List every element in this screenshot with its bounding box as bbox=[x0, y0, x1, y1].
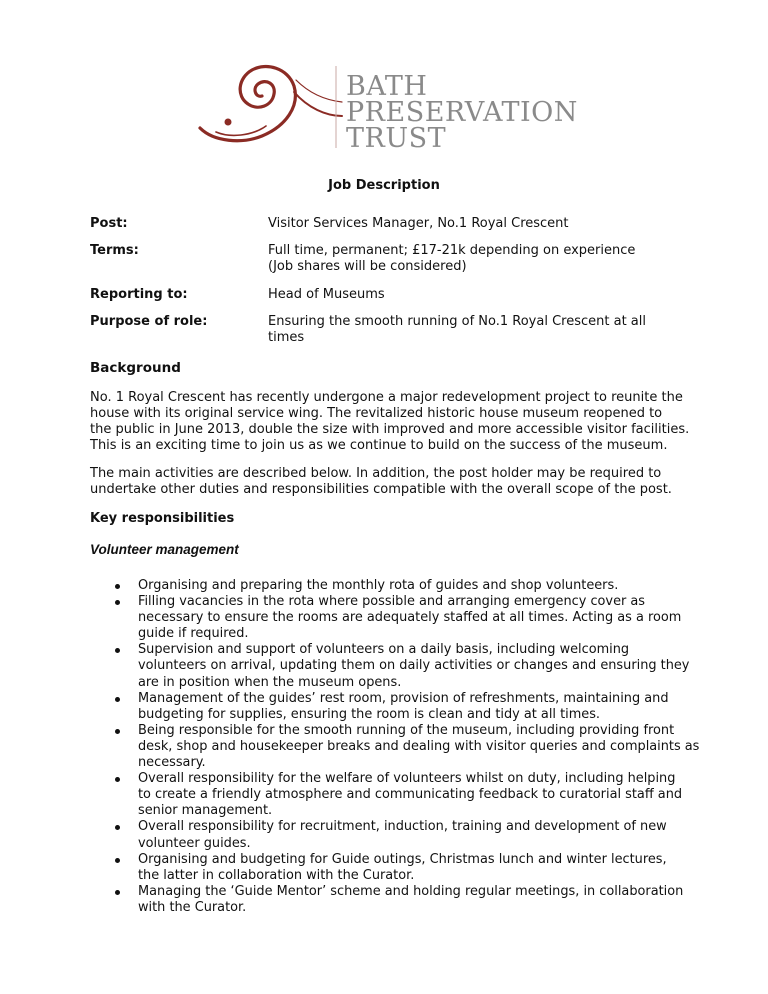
bullet-icon bbox=[115, 648, 120, 653]
terms-label: Terms: bbox=[90, 243, 139, 258]
post-value-line: Visitor Services Manager, No.1 Royal Crescent bbox=[268, 216, 569, 231]
list-item-line: Being responsible for the smooth running of the museum, including providing front bbox=[138, 722, 675, 738]
bullet-icon bbox=[115, 697, 120, 702]
logo-line-3: TRUST bbox=[346, 123, 447, 154]
background-heading: Background bbox=[90, 360, 181, 376]
list-item bbox=[90, 771, 730, 819]
paragraph-line: This is an exciting time to join us as we continue to build on the success of the museum. bbox=[90, 438, 668, 453]
list-item-line: Overall responsibility for the welfare of volunteers whilst on duty, including helping bbox=[138, 771, 676, 787]
responsibilities-list bbox=[90, 578, 730, 916]
bullet-icon bbox=[115, 729, 120, 734]
list-item-line: the latter in collaboration with the Curator. bbox=[138, 867, 415, 883]
list-item bbox=[90, 852, 730, 884]
purpose-value bbox=[268, 314, 688, 346]
purpose-value-line: times bbox=[268, 330, 305, 345]
purpose-label: Purpose of role: bbox=[90, 314, 208, 329]
reporting-label: Reporting to: bbox=[90, 287, 188, 302]
bullet-icon bbox=[115, 600, 120, 605]
list-item-line: volunteers on arrival, updating them on daily activities or changes and ensuring they bbox=[138, 658, 690, 674]
bullet-icon bbox=[115, 858, 120, 863]
list-item-line: Organising and preparing the monthly rota of guides and shop volunteers. bbox=[138, 578, 619, 593]
background-paragraph bbox=[90, 390, 700, 454]
bullet-icon bbox=[115, 584, 120, 589]
list-item-line: Filling vacancies in the rota where possible and arranging emergency cover as bbox=[138, 594, 646, 610]
key-responsibilities-heading: Key responsibilities bbox=[90, 511, 235, 526]
list-item-line: necessary. bbox=[138, 755, 206, 771]
terms-value bbox=[268, 243, 688, 275]
list-item bbox=[90, 723, 730, 771]
list-item-line: guide if required. bbox=[138, 626, 249, 642]
paragraph-line: house with its original service wing. The revitalized historic house museum reopened to bbox=[90, 406, 663, 421]
list-item-line: volunteer guides. bbox=[138, 835, 251, 851]
list-item-line: Management of the guides’ rest room, provision of refreshments, maintaining and bbox=[138, 690, 669, 706]
logo-line-2: PRESERVATION bbox=[346, 97, 578, 128]
list-item bbox=[90, 884, 730, 916]
bullet-icon bbox=[115, 777, 120, 782]
list-item-line: are in position when the museum opens. bbox=[138, 674, 402, 690]
volunteer-management-heading: Volunteer management bbox=[90, 542, 239, 557]
list-item-line: Overall responsibility for recruitment, induction, training and development of new bbox=[138, 819, 667, 835]
terms-value-line: (Job shares will be considered) bbox=[268, 259, 467, 274]
paragraph-line: No. 1 Royal Crescent has recently undergone a major redevelopment project to reunite the bbox=[90, 390, 683, 405]
list-item-line: Supervision and support of volunteers on a daily basis, including welcoming bbox=[138, 642, 630, 658]
list-item bbox=[90, 819, 730, 851]
document-title: Job Description bbox=[328, 178, 440, 193]
reporting-value bbox=[268, 287, 688, 303]
list-item-line: Organising and budgeting for Guide outings, Christmas lunch and winter lectures, bbox=[138, 851, 667, 867]
list-item-line: to create a friendly atmosphere and communicating feedback to curatorial staff and bbox=[138, 787, 683, 803]
list-item-line: senior management. bbox=[138, 803, 273, 819]
logo-wordmark bbox=[346, 71, 578, 154]
list-item bbox=[90, 642, 730, 690]
activities-paragraph bbox=[90, 466, 700, 498]
list-item-line: necessary to ensure the rooms are adequately staffed at all times. Acting as a room bbox=[138, 610, 682, 626]
post-label: Post: bbox=[90, 216, 128, 231]
terms-value-line: Full time, permanent; £17-21k depending on experience bbox=[268, 243, 636, 258]
list-item-line: with the Curator. bbox=[138, 899, 247, 915]
purpose-value-line: Ensuring the smooth running of No.1 Royal Crescent at all bbox=[268, 314, 646, 329]
list-item-line: desk, shop and housekeeper breaks and dealing with visitor queries and complaints as bbox=[138, 738, 700, 754]
list-item-line: Managing the ‘Guide Mentor’ scheme and holding regular meetings, in collaboration bbox=[138, 883, 684, 899]
logo-line-1: BATH bbox=[346, 71, 428, 102]
paragraph-line: The main activities are described below. In addition, the post holder may be required to bbox=[90, 466, 662, 481]
post-value bbox=[268, 216, 688, 232]
reporting-value-line: Head of Museums bbox=[268, 287, 385, 302]
list-item bbox=[90, 578, 730, 594]
paragraph-line: the public in June 2013, double the size with improved and more accessible visitor facilities. bbox=[90, 422, 690, 437]
list-item bbox=[90, 691, 730, 723]
paragraph-line: undertake other duties and responsibilities compatible with the overall scope of the post. bbox=[90, 482, 672, 497]
bullet-icon bbox=[115, 825, 120, 830]
bullet-icon bbox=[115, 890, 120, 895]
list-item bbox=[90, 594, 730, 642]
list-item-line: budgeting for supplies, ensuring the room is clean and tidy at all times. bbox=[138, 706, 601, 722]
